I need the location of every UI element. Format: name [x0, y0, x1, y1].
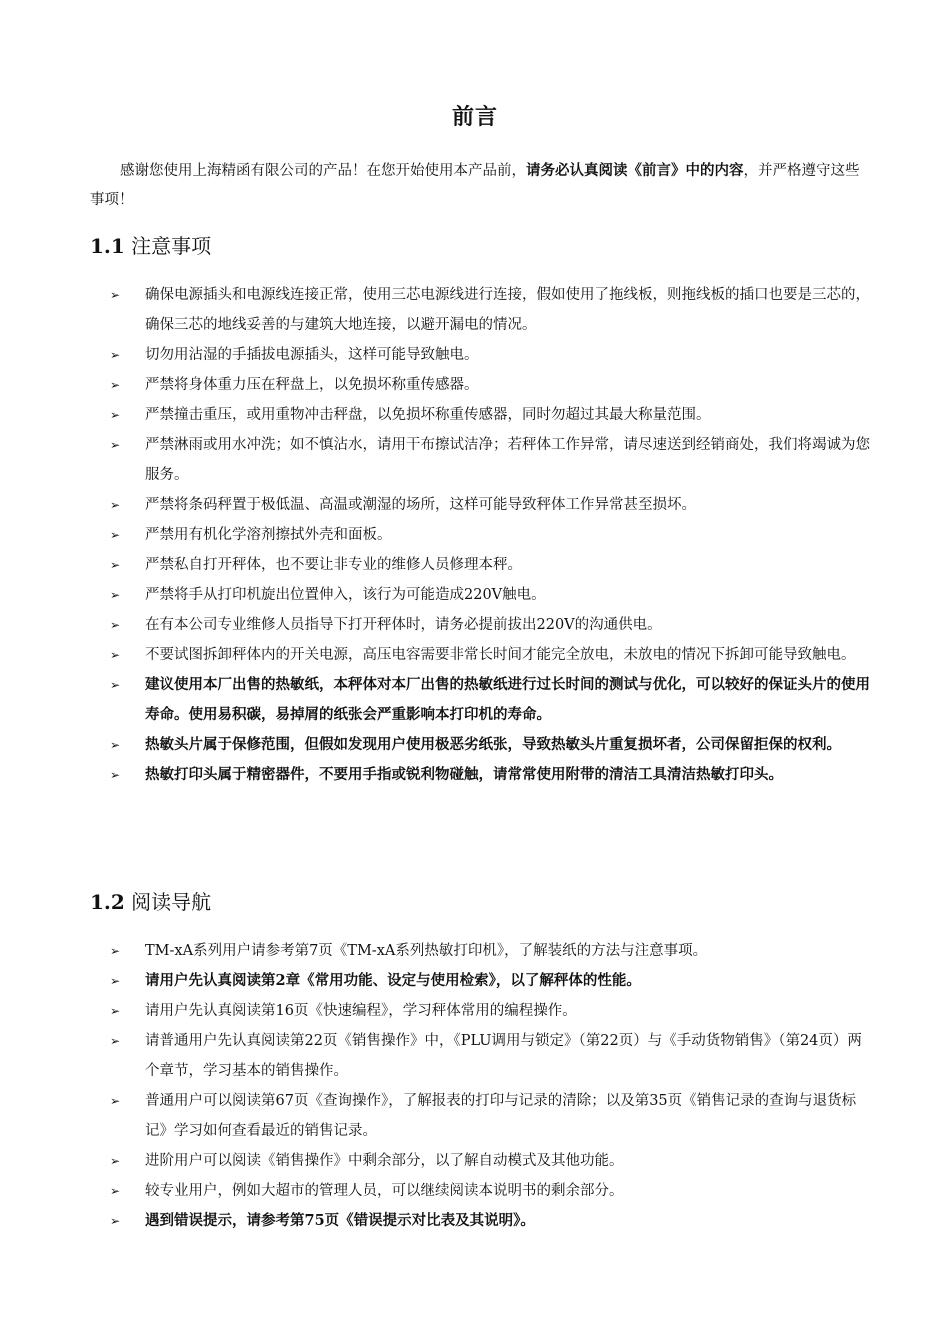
intro-text-end: ，并严格遵守这些事项！ — [90, 163, 860, 208]
list-item — [110, 370, 870, 400]
list-item — [110, 1206, 870, 1236]
list-item-text: 较专业用户，例如大超市的管理人员，可以继续阅读本说明书的剩余部分。 — [145, 1183, 624, 1199]
section-number: 1.1 — [90, 234, 125, 258]
arrow-bullet-icon: ➢ — [110, 768, 121, 782]
list-item — [110, 280, 870, 340]
intro-paragraph — [90, 156, 870, 215]
arrow-bullet-icon: ➢ — [110, 288, 121, 302]
list-item-text: 不要试图拆卸秤体内的开关电源，高压电容需要非常长时间才能完全放电，未放电的情况下拆卸可能导致触电。 — [145, 647, 856, 663]
list-item — [110, 550, 870, 580]
list-item-text: 遇到错误提示，请参考第75页《错误提示对比表及其说明》。 — [145, 1212, 535, 1229]
arrow-bullet-icon: ➢ — [110, 738, 121, 752]
list-item-text: 严禁淋雨或用水冲洗；如不慎沾水，请用干布擦试洁净；若秤体工作异常，请尽速送到经销商处，我们将竭诚为您服务。 — [145, 437, 870, 483]
list-item-text: TM-xA系列用户请参考第7页《TM-xA系列热敏打印机》，了解装纸的方法与注意事项。 — [145, 943, 708, 959]
arrow-bullet-icon: ➢ — [110, 378, 121, 392]
list-item-text: 严禁将身体重力压在秤盘上，以免损坏称重传感器。 — [145, 377, 479, 393]
list-item — [110, 966, 870, 996]
arrow-bullet-icon: ➢ — [110, 558, 121, 572]
list-item — [110, 340, 870, 370]
list-item — [110, 1086, 870, 1146]
list-item-text: 确保电源插头和电源线连接正常，使用三芯电源线进行连接，假如使用了拖线板，则拖线板的插口也要是三芯的，确保三芯的地线妥善的与建筑大地连接，以避开漏电的情况。 — [145, 287, 870, 333]
arrow-bullet-icon: ➢ — [110, 528, 121, 542]
list-item-text: 严禁用有机化学溶剂擦拭外壳和面板。 — [145, 527, 392, 543]
intro-text: 感谢您使用上海精函有限公司的产品！在您开始使用本产品前， — [120, 163, 526, 179]
arrow-bullet-icon: ➢ — [110, 348, 121, 362]
list-item-text: 严禁撞击重压，或用重物冲击秤盘，以免损坏称重传感器，同时勿超过其最大称量范围。 — [145, 407, 711, 423]
arrow-bullet-icon: ➢ — [110, 678, 121, 692]
list-item-text: 请用户先认真阅读第16页《快速编程》，学习秤体常用的编程操作。 — [145, 1003, 577, 1019]
list-item — [110, 610, 870, 640]
arrow-bullet-icon: ➢ — [110, 618, 121, 632]
list-item-text: 请普通用户先认真阅读第22页《销售操作》中，《PLU调用与锁定》（第22页）与《手动货物销售》（第24页）两个章节，学习基本的销售操作。 — [145, 1033, 862, 1079]
arrow-bullet-icon: ➢ — [110, 588, 121, 602]
arrow-bullet-icon: ➢ — [110, 1214, 121, 1228]
arrow-bullet-icon: ➢ — [110, 1004, 121, 1018]
list-item-text: 建议使用本厂出售的热敏纸，本秤体对本厂出售的热敏纸进行过长时间的测试与优化，可以较好的保证头片的使用寿命。使用易积碳，易掉屑的纸张会严重影响本打印机的寿命。 — [145, 676, 870, 723]
list-item-text: 请用户先认真阅读第2章《常用功能、设定与使用检索》，以了解秤体的性能。 — [145, 972, 641, 989]
notes-list — [110, 280, 870, 790]
section-number: 1.2 — [90, 890, 125, 914]
list-item-text: 严禁私自打开秤体，也不要让非专业的维修人员修理本秤。 — [145, 557, 522, 573]
arrow-bullet-icon: ➢ — [110, 1154, 121, 1168]
navigation-list — [110, 936, 870, 1236]
list-item-text: 普通用户可以阅读第67页《查询操作》，了解报表的打印与记录的清除；以及第35页《销售记录的查询与退货标记》学习如何查看最近的销售记录。 — [145, 1093, 857, 1139]
list-item — [110, 1026, 870, 1086]
list-item — [110, 520, 870, 550]
list-item — [110, 670, 870, 730]
arrow-bullet-icon: ➢ — [110, 1184, 121, 1198]
list-item-text: 严禁将条码秤置于极低温、高温或潮湿的场所，这样可能导致秤体工作异常甚至损坏。 — [145, 497, 696, 513]
list-item — [110, 936, 870, 966]
arrow-bullet-icon: ➢ — [110, 1094, 121, 1108]
arrow-bullet-icon: ➢ — [110, 498, 121, 512]
list-item-text: 进阶用户可以阅读《销售操作》中剩余部分，以了解自动模式及其他功能。 — [145, 1153, 624, 1169]
list-item — [110, 640, 870, 670]
list-item — [110, 760, 870, 790]
list-item — [110, 1146, 870, 1176]
list-item — [110, 490, 870, 520]
list-item — [110, 400, 870, 430]
arrow-bullet-icon: ➢ — [110, 974, 121, 988]
section-heading-navigation — [90, 886, 211, 915]
section-title: 阅读导航 — [131, 890, 212, 914]
arrow-bullet-icon: ➢ — [110, 1034, 121, 1048]
list-item — [110, 1176, 870, 1206]
list-item — [110, 730, 870, 760]
arrow-bullet-icon: ➢ — [110, 944, 121, 958]
arrow-bullet-icon: ➢ — [110, 438, 121, 452]
list-item-text: 在有本公司专业维修人员指导下打开秤体时，请务必提前拔出220V的沟通供电。 — [145, 617, 662, 633]
list-item — [110, 430, 870, 490]
section-heading-notes — [90, 230, 211, 259]
page-title: 前言 — [451, 104, 498, 130]
list-item-text: 热敏打印头属于精密器件，不要用手指或锐利物碰触，请常常使用附带的清洁工具清洁热敏打印头。 — [145, 766, 783, 783]
intro-emphasis: 请务必认真阅读《前言》中的内容 — [526, 162, 744, 179]
list-item-text: 切勿用沾湿的手插拔电源插头，这样可能导致触电。 — [145, 347, 479, 363]
section-title: 注意事项 — [131, 234, 212, 258]
arrow-bullet-icon: ➢ — [110, 408, 121, 422]
arrow-bullet-icon: ➢ — [110, 648, 121, 662]
list-item — [110, 996, 870, 1026]
list-item-text: 严禁将手从打印机旋出位置伸入，该行为可能造成220V触电。 — [145, 587, 546, 603]
list-item — [110, 580, 870, 610]
list-item-text: 热敏头片属于保修范围，但假如发现用户使用极恶劣纸张，导致热敏头片重复损坏者，公司保留拒保的权利。 — [145, 736, 841, 753]
